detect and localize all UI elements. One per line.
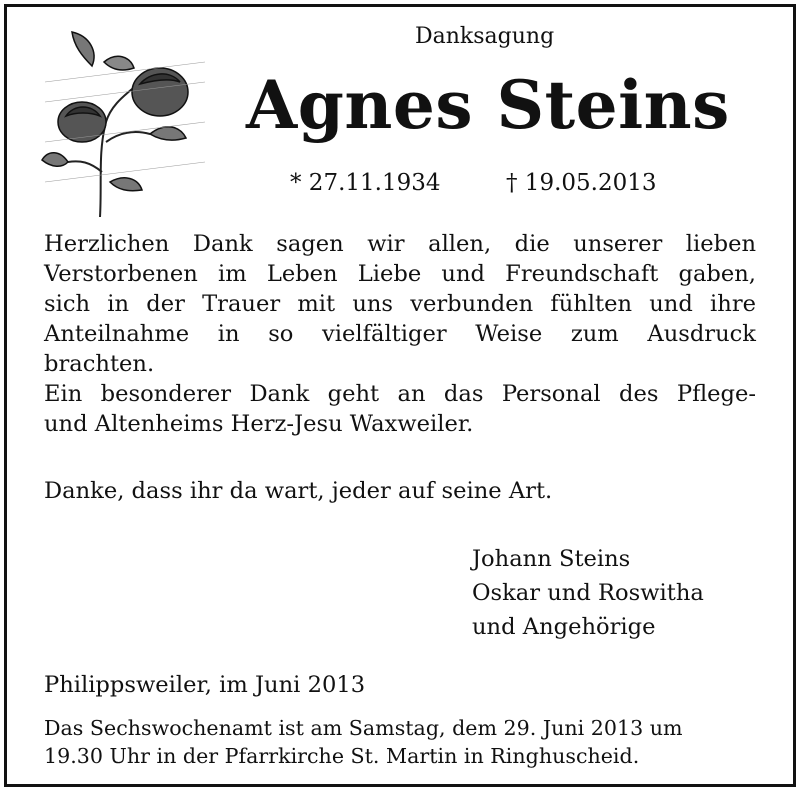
paragraph-line: Ein besonderer Dank geht an das Personal des Pflege- bbox=[44, 381, 756, 407]
signer: und Angehörige bbox=[472, 614, 656, 640]
notice-line: Das Sechswochenamt ist am Samstag, dem 29. Juni 2013 um bbox=[44, 716, 683, 740]
signer: Johann Steins bbox=[472, 546, 631, 572]
paragraph-line: brachten. bbox=[44, 351, 155, 377]
signers-list bbox=[472, 542, 704, 644]
rose-icon bbox=[40, 22, 210, 222]
signer: Oskar und Roswitha bbox=[472, 580, 704, 606]
deceased-name: Agnes Steins bbox=[246, 66, 730, 144]
place-date: Philippsweiler, im Juni 2013 bbox=[44, 672, 366, 698]
notice-line: 19.30 Uhr in der Pfarrkirche St. Martin in Ringhuscheid. bbox=[44, 744, 640, 768]
paragraph-line: und Altenheims Herz-Jesu Waxweiler. bbox=[44, 411, 474, 437]
closing-thanks: Danke, dass ihr da wart, jeder auf seine Art. bbox=[44, 478, 553, 504]
thanks-paragraph bbox=[44, 229, 756, 439]
paragraph-line: sich in der Trauer mit uns verbunden fühlten und ihre bbox=[44, 291, 756, 317]
paragraph-line: Herzlichen Dank sagen wir allen, die unserer lieben bbox=[44, 231, 756, 257]
paragraph-line: Verstorbenen im Leben Liebe und Freundschaft gaben, bbox=[44, 261, 756, 287]
notice-heading: Danksagung bbox=[415, 24, 555, 49]
mass-notice bbox=[44, 714, 756, 770]
paragraph-line: Anteilnahme in so vielfältiger Weise zum Ausdruck bbox=[44, 321, 756, 347]
death-date: † 19.05.2013 bbox=[506, 170, 657, 196]
birth-date: * 27.11.1934 bbox=[290, 170, 441, 196]
